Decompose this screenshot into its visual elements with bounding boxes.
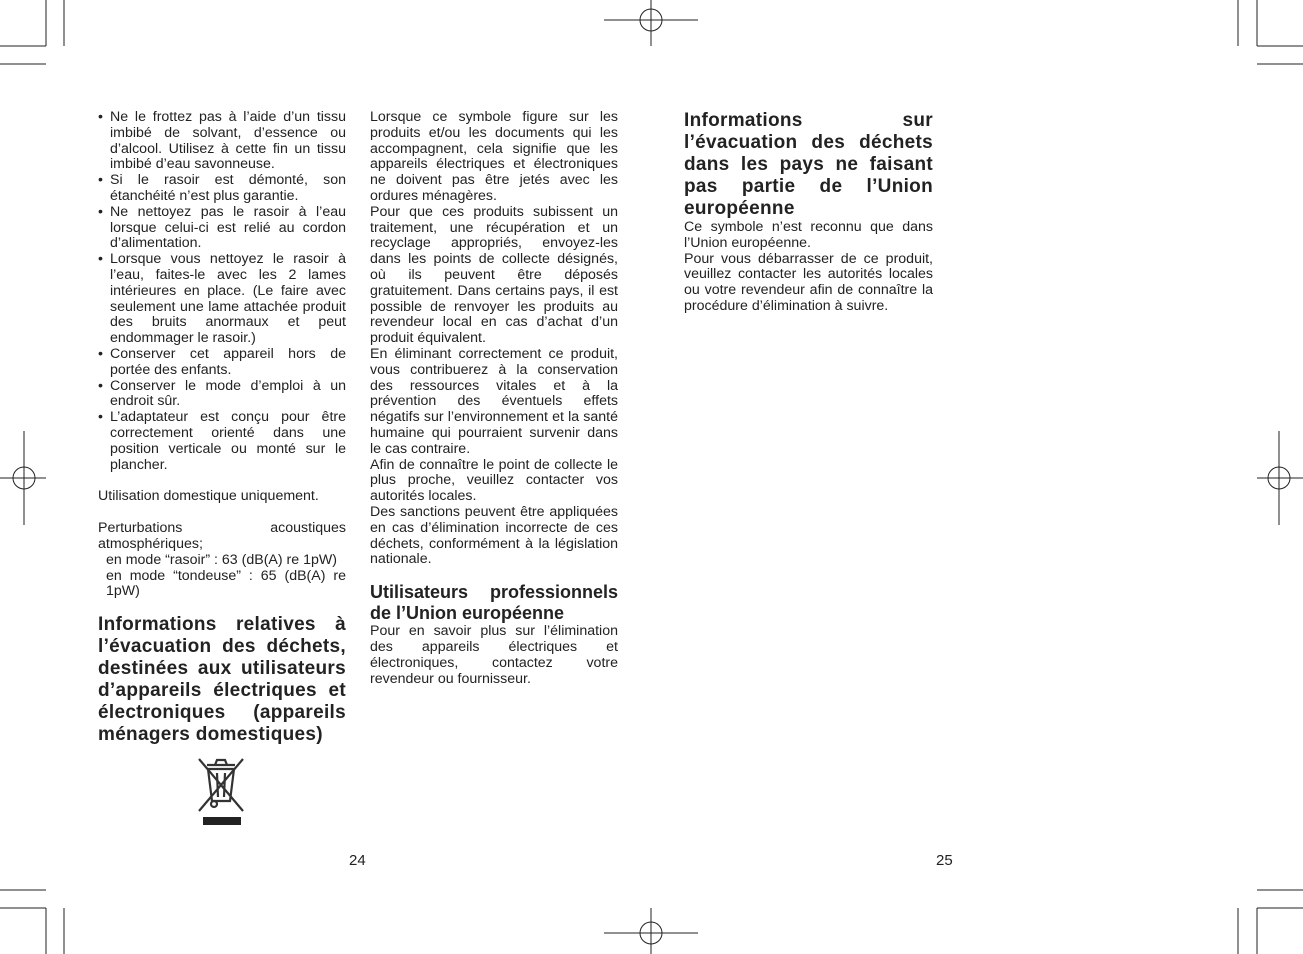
weee-paragraph: Des sanctions peuvent être appliquées en cas d’élimination incorrecte de ces déchets, conformément à la législation nationale.: [370, 503, 618, 568]
page-number-right: 25: [936, 852, 953, 869]
right-column: [684, 110, 933, 315]
list-item: • L’adaptateur est conçu pour être correctement orienté dans une position verticale ou monté sur le plancher.: [98, 410, 346, 473]
list-item: • Ne le frottez pas à l’aide d’un tissu imbibé de solvant, d’essence ou d’alcool. Utilisez à cette fin un tissu imbibé d’eau savonneuse.: [98, 110, 346, 173]
list-item: • Conserver cet appareil hors de portée des enfants.: [98, 347, 346, 379]
list-item: • Conserver le mode d’emploi à un endroit sûr.: [98, 379, 346, 411]
left-column: [98, 110, 346, 746]
care-instructions-list: [98, 110, 346, 473]
list-item: • Si le rasoir est démonté, son étanchéité n’est plus garantie.: [98, 173, 346, 205]
professional-users-heading: Utilisateurs professionnels de l’Union européenne: [370, 582, 618, 624]
noise-heading: Perturbations acoustiques atmosphériques;: [98, 520, 346, 552]
crossed-out-wheelie-bin-icon: [195, 755, 249, 827]
weee-paragraph: En éliminant correctement ce produit, vous contribuerez à la conservation des ressources vitales et à la prévention des éventuels effets négatifs sur l’environnement et la santé humaine qui pourraient survenir dans le cas contraire.: [370, 345, 618, 457]
weee-paragraph: Pour que ces produits subissent un traitement, une récupération et un recyclage appropriés, envoyez-les dans les points de collecte désignés, où ils peuvent être déposés gratuitement. Dans certains pays, il est possible de renvoyer les produits au revendeur local en cas d’achat d’un produit équivalent.: [370, 203, 618, 347]
list-item: • Ne nettoyez pas le rasoir à l’eau lorsque celui-ci est relié au cordon d’alimentation.: [98, 205, 346, 252]
professional-users-text: Pour en savoir plus sur l’élimination des appareils électriques et électroniques, contactez votre revendeur ou fournisseur.: [370, 623, 618, 687]
non-eu-disposal-heading: Informations sur l’évacuation des déchets dans les pays ne faisant pas partie de l’Union européenne: [684, 110, 933, 219]
non-eu-paragraph: Ce symbole n’est reconnu que dans l’Union européenne.: [684, 219, 933, 251]
list-item: • Lorsque vous nettoyez le rasoir à l’eau, faites-le avec les 2 lames intérieures en place. (Le faire avec seulement une lame attachée produit des bruits anormaux et peut endommager le rasoir.): [98, 252, 346, 347]
domestic-use-note: Utilisation domestique uniquement.: [98, 488, 319, 505]
page-number-left: 24: [349, 852, 366, 869]
non-eu-paragraph: Pour vous débarrasser de ce produit, veuillez contacter les autorités locales ou votre revendeur afin de connaître la procédure d’élimination à suivre.: [684, 250, 933, 314]
disposal-heading: Informations relatives à l’évacuation des déchets, destinées aux utilisateurs d’appareils électriques et électroniques (appareils ménagers domestiques): [98, 614, 346, 746]
weee-paragraph: Afin de connaître le point de collecte le plus proche, veuillez contacter vos autorités locales.: [370, 456, 618, 505]
noise-shaver-mode: en mode “rasoir” : 63 (dB(A) re 1pW): [106, 551, 338, 568]
noise-trimmer-mode: en mode “tondeuse” : 65 (dB(A) re 1pW): [106, 567, 346, 600]
weee-paragraph: Lorsque ce symbole figure sur les produits et/ou les documents qui les accompagnent, cela signifie que les appareils électriques et électroniques ne doivent pas être jetés avec les ordures ménagères.: [370, 109, 618, 204]
middle-column: [370, 110, 618, 687]
